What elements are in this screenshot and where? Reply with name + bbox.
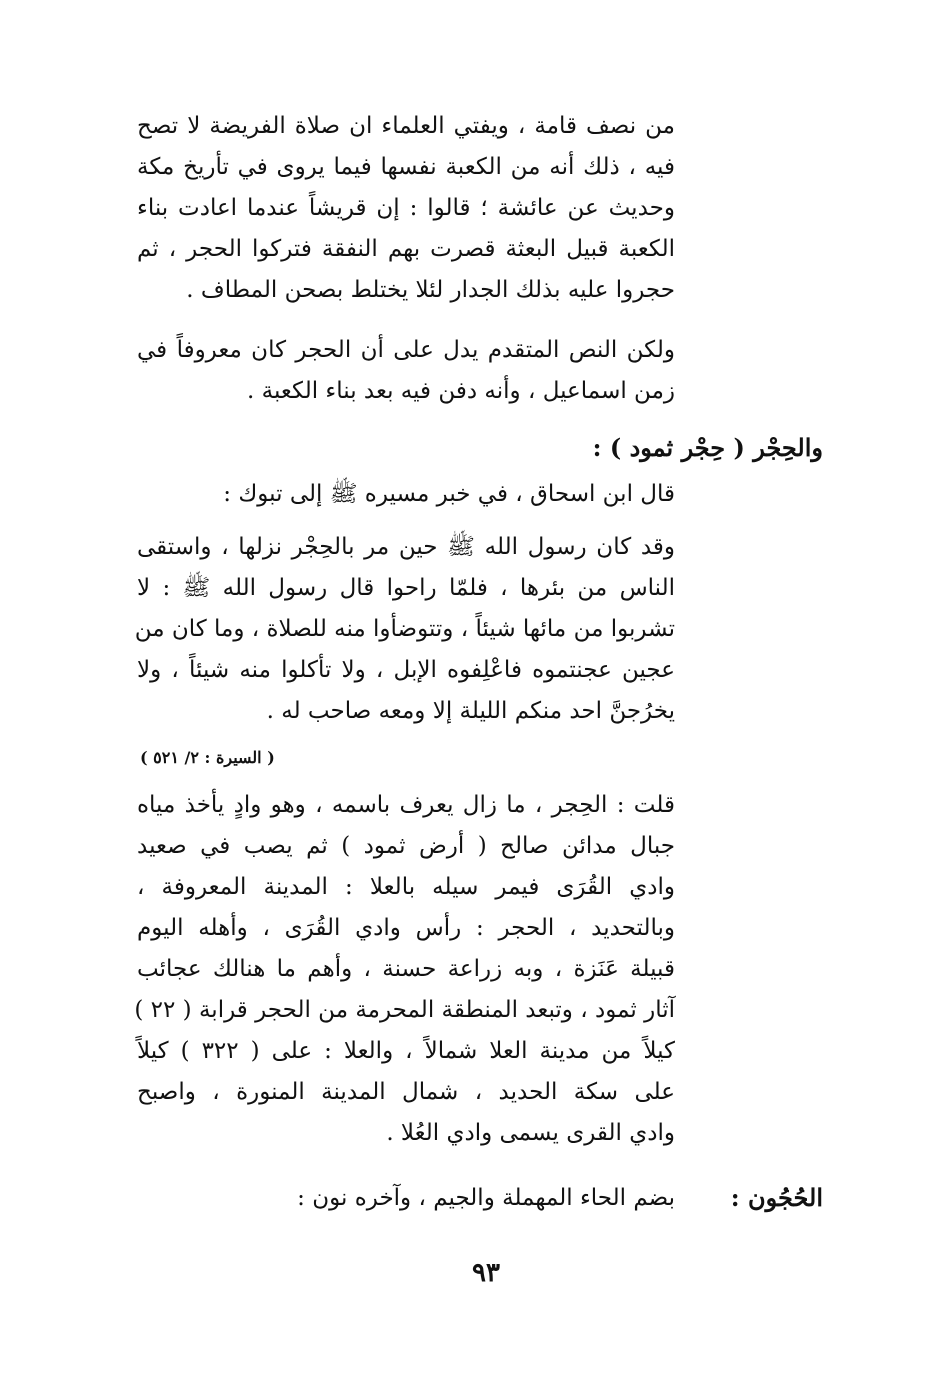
paragraph-line: ولكن النص المتقدم يدل على أن الحجر كان معروفاً في (137, 337, 675, 363)
paragraph-line: من نصف قامة ، ويفتي العلماء ان صلاة الفريضة لا تصح (137, 113, 675, 139)
section-heading: الحُجُون : (730, 1183, 823, 1212)
source-reference: ( السيرة : ٢/ ٥٢١ ) (140, 748, 275, 767)
paragraph-line: الكعبة قبيل البعثة قصرت بهم النفقة فتركوا الحجر ، ثم (137, 236, 675, 262)
paragraph-line: تشربوا من مائها شيئاً ، وتتوضأوا منه للصلاة ، وما كان من (134, 616, 675, 642)
paragraph-line: حجروا عليه بذلك الجدار لئلا يختلط بصحن المطاف . (186, 277, 675, 303)
paragraph-line: الناس من بئرها ، فلمّا راحوا قال رسول الله ﷺ : لا (137, 575, 675, 601)
paragraph-line: وقد كان رسول الله ﷺ حين مر بالحِجْر نزلها ، واستقى (137, 534, 675, 560)
page-number: ٩٣ (472, 1258, 500, 1288)
paragraph-line: زمن اسماعيل ، وأنه دفن فيه بعد بناء الكعبة . (247, 378, 675, 404)
paragraph-line: قلت : الحِجر ، ما زال يعرف باسمه ، وهو وادٍ يأخذ مياه (137, 792, 675, 818)
paragraph-line: كيلاً من مدينة العلا شمالاً ، والعلا : على ( ٣٢٢ ) كيلاً (137, 1038, 675, 1064)
paragraph-line: عجين عجنتموه فاعْلِفوه الإبل ، ولا تأكلوا منه شيئاً ، ولا (137, 657, 675, 683)
paragraph-line: آثار ثمود ، وتبعد المنطقة المحرمة من الحجر قرابة ( ٢٢ ) (134, 997, 675, 1023)
paragraph-line: وادي القرى يسمى وادي العُلا . (386, 1120, 675, 1146)
paragraph-line: على سكة الحديد ، شمال المدينة المنورة ، واصبح (137, 1079, 675, 1105)
heading-description: بضم الحاء المهملة والجيم ، وآخره نون : (297, 1185, 675, 1211)
paragraph-line: قال ابن اسحاق ، في خبر مسيره ﷺ إلى تبوك : (223, 481, 675, 507)
paragraph-line: فيه ، ذلك أنه من الكعبة نفسها فيما يروى في تأريخ مكة (137, 154, 675, 180)
paragraph-line: جبال مدائن صالح ( أرض ثمود ) ثم يصب في صعيد (137, 833, 675, 859)
paragraph-line: وادي القُرَى فيمر سيله بالعلا : المدينة المعروفة ، (137, 874, 675, 900)
paragraph-line: قبيلة عَنَزة ، وبه زراعة حسنة ، وأهم ما هنالك عجائب (137, 956, 675, 982)
paragraph-line: وحديث عن عائشة ؛ قالوا : إن قريشاً عندما اعادت بناء (137, 195, 675, 221)
paragraph-line: يخرُجنَّ احد منكم الليلة إلا ومعه صاحب له . (266, 698, 675, 724)
section-heading: والحِجْر ( حِجْر ثمود ) : (592, 433, 823, 462)
paragraph-line: وبالتحديد ، الحجر : رأس وادي القُرَى ، وأهله اليوم (137, 915, 675, 941)
